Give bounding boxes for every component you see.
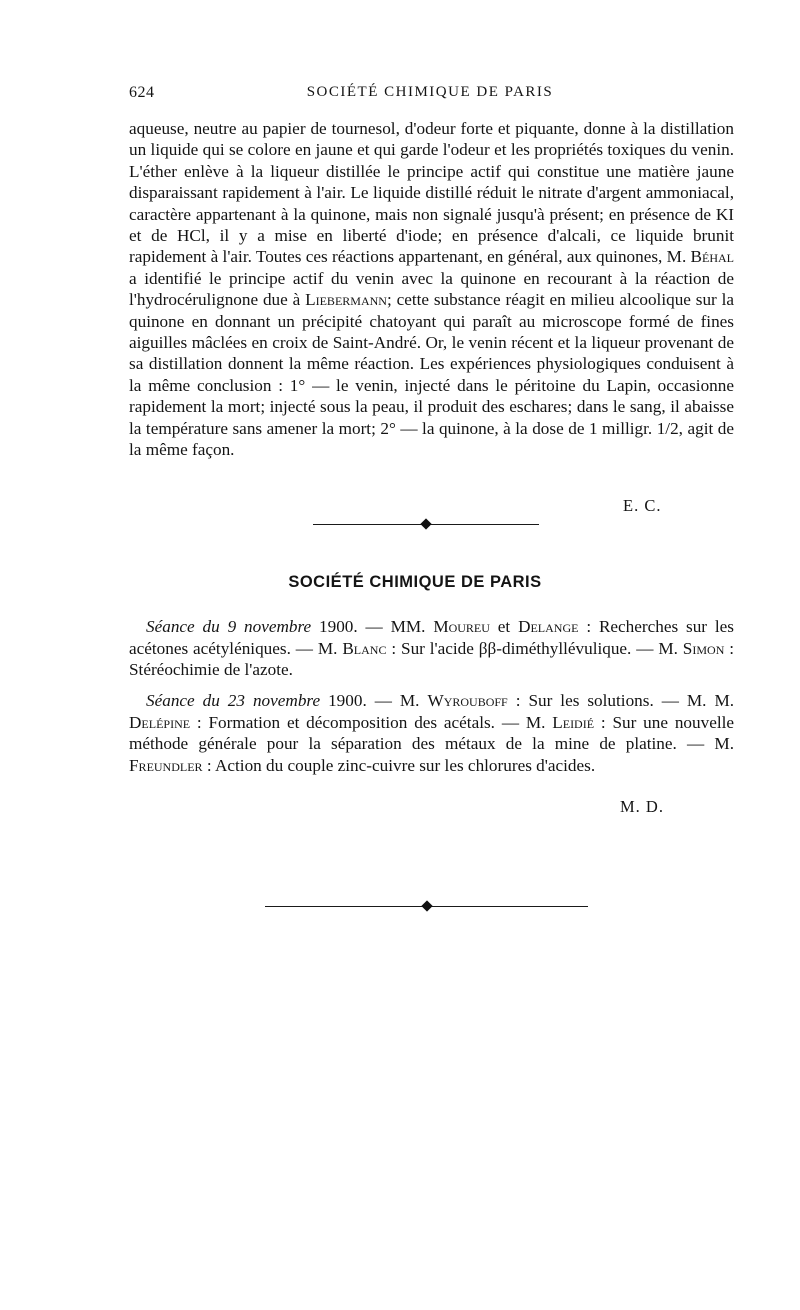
article-body	[129, 118, 734, 461]
page-number: 624	[129, 84, 155, 101]
author-name: Moureu	[433, 617, 490, 636]
session-year: 1900.	[319, 617, 358, 636]
author-name: Leidié	[552, 712, 595, 732]
text: — MM.	[365, 617, 426, 636]
text: — M.	[501, 712, 546, 732]
paper-title: : Recherches sur les acétones acétyléniques.	[129, 617, 734, 658]
session-entry	[129, 616, 734, 681]
author-name: Delange	[518, 617, 579, 636]
paper-title: : Sur l'acide ββ-diméthyllévulique.	[391, 638, 632, 658]
section-title: SOCIÉTÉ CHIMIQUE DE PARIS	[288, 573, 542, 591]
session-date: Séance du 9 novembre	[146, 617, 312, 636]
paper-title: : Stéréochimie de l'azote.	[129, 638, 735, 680]
text: — M.	[374, 691, 420, 710]
section-signature: M. D.	[620, 797, 664, 816]
text: — M. M.	[661, 691, 735, 710]
author-name: Delépine	[129, 712, 191, 732]
session-entry	[129, 690, 734, 776]
paper-title: : Sur les solutions.	[515, 691, 654, 710]
author-name: Wyrouboff	[427, 691, 508, 710]
text: — M.	[295, 638, 338, 658]
session-date: Séance du 23 novembre	[146, 691, 321, 710]
diamond-ornament-icon	[421, 900, 432, 911]
author-name: Blanc	[342, 638, 387, 658]
text: et	[497, 617, 511, 636]
article-signature: E. C.	[623, 496, 662, 515]
author-name: Simon	[682, 638, 725, 658]
article-text: aqueuse, neutre au papier de tournesol, d'odeur forte et piquante, donne à la distillation un liquide qui se colore en jaune et qui garde l'odeur et les propriétés toxiques du venin. L'éther enlève à la liqueur distillée le principe actif qui constitue une matière jaune disparaissant rapidement à l'air. Le liquide distillé réduit le nitrate d'argent ammoniacal, caractère appartenant à la quinone, mais non signalé jusqu'à présent; en présence de KI et de HCl, il y a mise en liberté d'iode; en présence d'alcali, ce liquide brunit rapidement à l'air. Toutes ces réactions appartenant, en général, aux quinones,	[129, 119, 734, 267]
article-text: a identifié le principe actif du venin avec la quinone en recourant à la réaction de l'hydrocérulignone due à	[129, 268, 734, 310]
author-name: Freundler	[129, 755, 203, 775]
running-head: SOCIÉTÉ CHIMIQUE DE PARIS	[306, 84, 554, 100]
author-name: M. Béhal	[666, 247, 734, 267]
paper-title: : Action du couple zinc-cuivre sur les chlorures d'acides.	[206, 755, 596, 775]
diamond-ornament-icon	[420, 518, 431, 529]
paper-title: : Sur une nouvelle méthode générale pour la séparation des métaux de la mine de platine.	[129, 712, 735, 754]
text: — M.	[687, 734, 734, 754]
session-year: 1900.	[328, 691, 367, 710]
text: — M.	[636, 638, 678, 658]
paper-title: : Formation et décomposition des acétals.	[196, 712, 495, 732]
article-text: ; cette substance réagit en milieu alcoolique sur la quinone en donnant un précipité chatoyant qui paraît au microscope formé de fines aiguilles mâclées en croix de Saint-André. Or, le venin récent et la liqueur provenant de sa distillation donnent la même réaction. Les expériences physiologiques conduisent à la même conclusion : 1° — le venin, injecté dans le péritoine du Lapin, occasionne rapidement la mort; injecté sous la peau, il produit des eschares; dans le sang, il abaisse la température sans amener la mort; 2° — la quinone, à la dose de 1 milligr. 1/2, agit de la même façon.	[129, 290, 735, 460]
author-name: Liebermann	[305, 290, 387, 310]
